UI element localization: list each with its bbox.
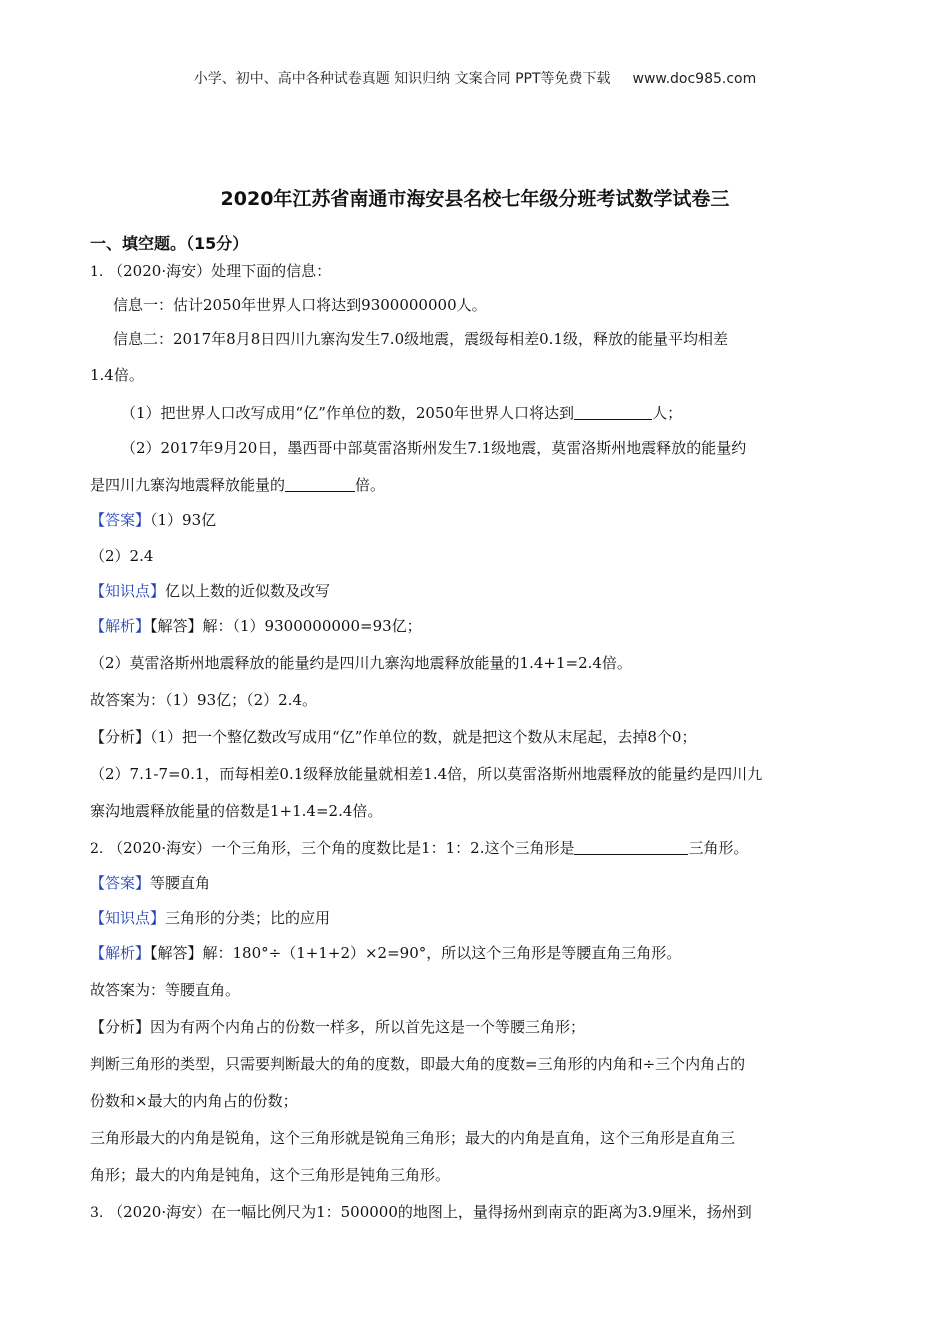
q1-sub2-cont: 是四川九寨沟地震释放能量的 倍。 — [90, 476, 386, 494]
analysis-tag: 【解析】 — [90, 944, 151, 962]
header-url[interactable]: www.doc985.com — [632, 71, 757, 87]
q2-knowledge: 【知识点】三角形的分类；比的应用 — [90, 909, 331, 927]
q2-fenxi1: 【分析】因为有两个内角占的份数一样多，所以首先这是一个等腰三角形； — [90, 1018, 586, 1036]
q1-info2: 信息二：2017年8月8日四川九寨沟发生7.0级地震，震级每相差0.1级，释放的能量平均相差 — [113, 330, 728, 348]
q1-number: 1. — [90, 264, 104, 280]
q2-fenxi2: 判断三角形的类型，只需要判断最大的角的度数，即最大角的度数=三角形的内角和÷三个内角占的 — [90, 1055, 746, 1073]
q2-fenxi4: 三角形最大的内角是锐角，这个三角形就是锐角三角形；最大的内角是直角，这个三角形是直角三 — [90, 1129, 736, 1147]
q1-knowledge: 【知识点】亿以上数的近似数及改写 — [90, 582, 331, 600]
section-heading: 一、填空题。（15分） — [90, 234, 249, 253]
q2-conclusion: 故答案为：等腰直角。 — [90, 981, 241, 999]
q1-solution2: （2）莫雷洛斯州地震释放的能量约是四川九寨沟地震释放能量的1.4+1=2.4倍。 — [90, 654, 632, 672]
answer-blank — [574, 403, 652, 420]
q2-stem: 2. （2020·海安）一个三角形，三个角的度数比是1：1：2.这个三角形是 三角形。 — [90, 839, 749, 857]
q1-solution: 【解析】【解答】解：（1）9300000000=93亿； — [90, 617, 422, 635]
answer-tag: 【答案】 — [90, 511, 151, 529]
q3-number: 3. — [90, 1205, 104, 1221]
q2-number: 2. — [90, 841, 104, 857]
q1-fenxi1: 【分析】（1）把一个整亿数改写成用“亿”作单位的数，就是把这个数从末尾起，去掉8个0； — [90, 728, 697, 746]
knowledge-tag: 【知识点】 — [90, 582, 166, 600]
q1-sub1: （1）把世界人口改写成用“亿”作单位的数，2050年世界人口将达到 人； — [121, 404, 683, 422]
q1-info1: 信息一：估计2050年世界人口将达到9300000000人。 — [113, 296, 487, 314]
page-header — [0, 68, 950, 88]
answer-tag: 【答案】 — [90, 874, 151, 892]
answer-blank — [285, 475, 355, 492]
q1-fenxi3: 寨沟地震释放能量的倍数是1+1.4=2.4倍。 — [90, 802, 383, 820]
q2-answer: 【答案】等腰直角 — [90, 874, 211, 892]
q3-stem: 3. （2020·海安）在一幅比例尺为1：500000的地图上，量得扬州到南京的距离为3.9厘米，扬州到 — [90, 1203, 752, 1221]
q1-conclusion: 故答案为：（1）93亿；（2）2.4。 — [90, 691, 318, 709]
q2-fenxi5: 角形；最大的内角是钝角，这个三角形是钝角三角形。 — [90, 1166, 451, 1184]
q2-solution: 【解析】【解答】解：180°÷（1+1+2）×2=90°，所以这个三角形是等腰直角三角形。 — [90, 944, 682, 962]
analysis-tag: 【解析】 — [90, 617, 151, 635]
answer-blank — [574, 838, 688, 855]
knowledge-tag: 【知识点】 — [90, 909, 166, 927]
q1-sub2: （2）2017年9月20日，墨西哥中部莫雷洛斯州发生7.1级地震，莫雷洛斯州地震释放的能量约 — [121, 439, 747, 457]
q1-answer2: （2）2.4 — [90, 547, 154, 565]
q1-answer: 【答案】（1）93亿 — [90, 511, 217, 529]
page-title: 2020年江苏省南通市海安县名校七年级分班考试数学试卷三 — [220, 188, 730, 210]
q1-fenxi2: （2）7.1-7=0.1，而每相差0.1级释放能量就相差1.4倍，所以莫雷洛斯州地震释放的能量约是四川九 — [90, 765, 763, 783]
q1-info2-cont: 1.4倍。 — [90, 366, 144, 384]
q1-stem: 1. （2020·海安）处理下面的信息： — [90, 262, 332, 280]
header-text: 小学、初中、高中各种试卷真题 知识归纳 文案合同 PPT等免费下载 — [193, 71, 611, 87]
q2-fenxi3: 份数和×最大的内角占的份数； — [90, 1092, 298, 1110]
